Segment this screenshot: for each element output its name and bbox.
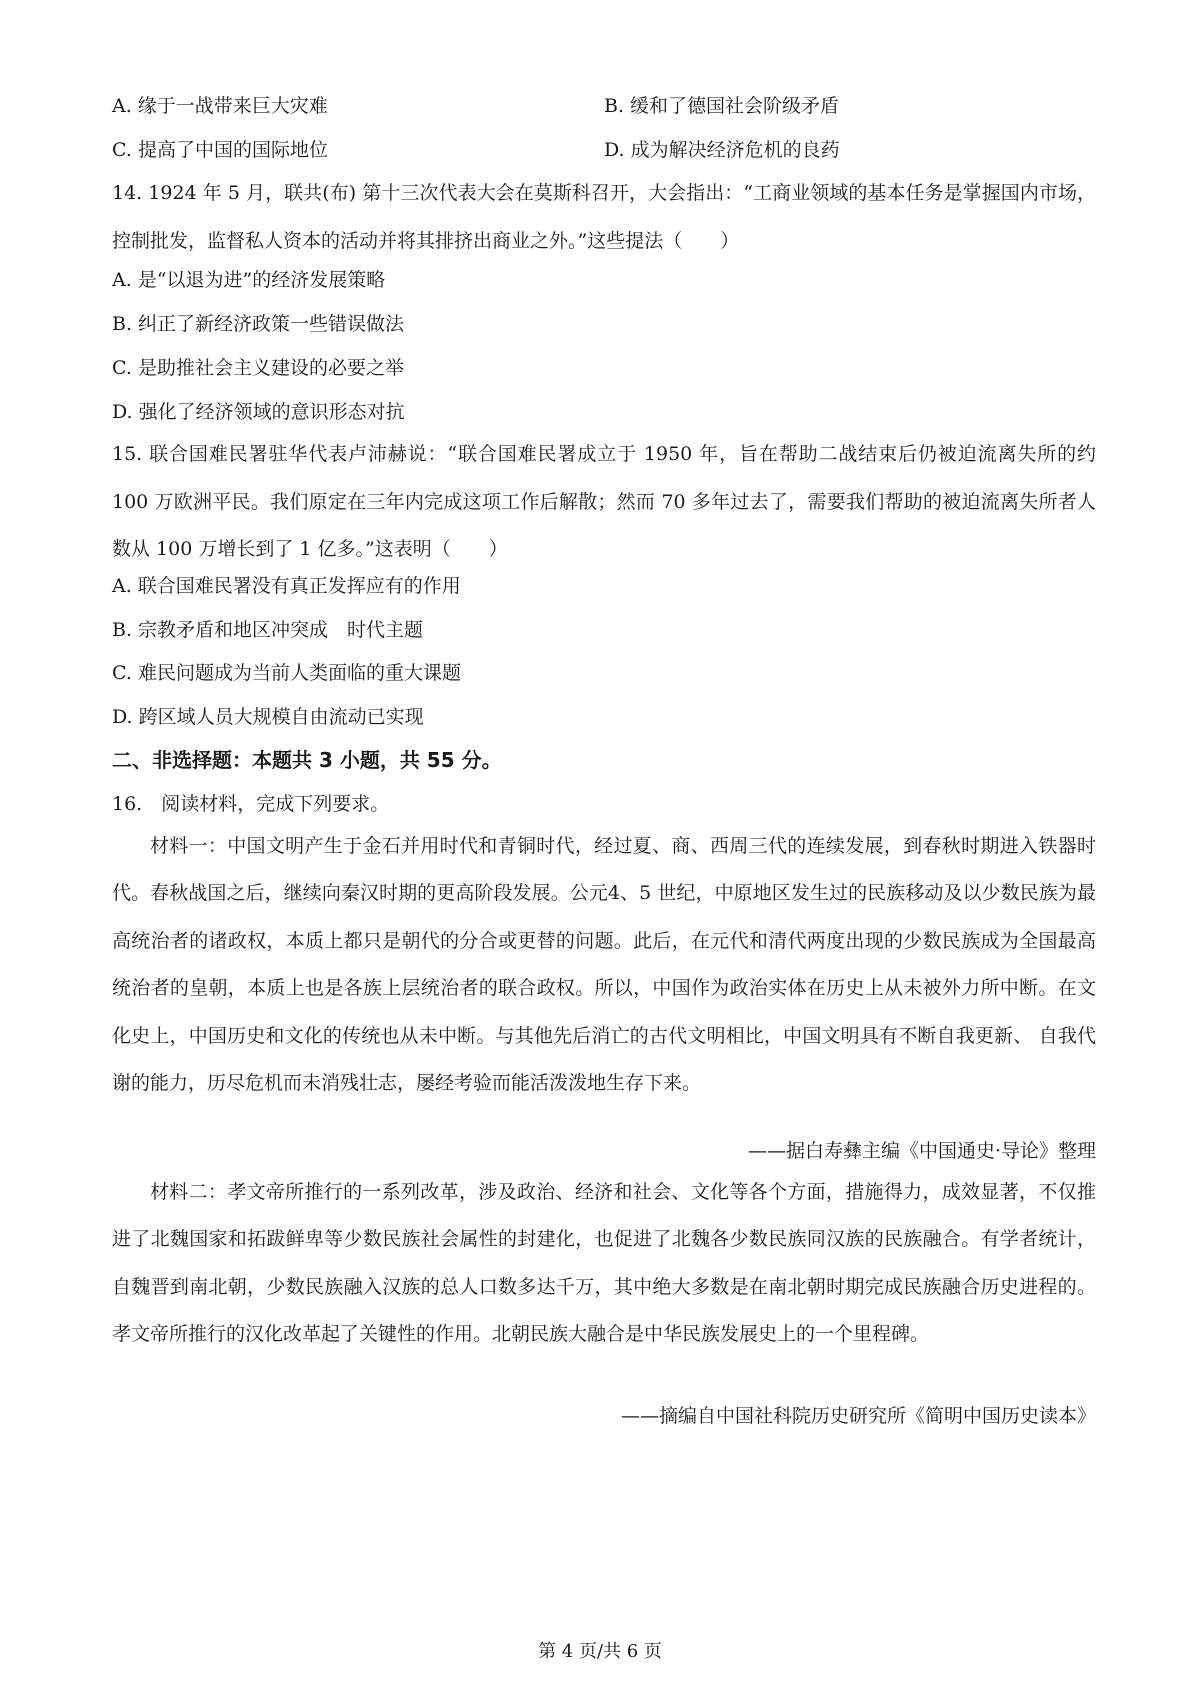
q15-stem: 15. 联合国难民署驻华代表卢沛赫说：“联合国难民署成立于 1950 年，旨在帮助二战结束后仍被迫流离失所的约 100 万欧洲平民。我们原定在三年内完成这项工作后解散；然而 70 多年过去了，需要我们帮助的被迫流离失所者人数从 100 万增长到了 1 亿多。”这表明（ ）: [112, 443, 1096, 560]
q15-option-a: A. 联合国难民署没有真正发挥应有的作用: [112, 575, 461, 597]
q16-stem: 16. 阅读材料，完成下列要求。: [112, 793, 390, 815]
q16-source-2: ——摘编自中国社科院历史研究所《简明中国历史读本》: [620, 1405, 1096, 1427]
q13-option-row-1: [112, 94, 1092, 118]
q14-option-b: B. 纠正了新经济政策一些错误做法: [112, 313, 405, 335]
q13-option-a: A. 缘于一战带来巨大灾难: [112, 95, 328, 117]
q16-source-1: ——据白寿彝主编《中国通史·导论》整理: [747, 1140, 1096, 1162]
q13-option-row-2: [112, 138, 1092, 162]
q13-option-d: D. 成为解决经济危机的良药: [604, 139, 840, 161]
q14-option-c: C. 是助推社会主义建设的必要之举: [112, 357, 404, 379]
q16-material-1: 材料一：中国文明产生于金石并用时代和青铜时代，经过夏、商、西周三代的连续发展，到春秋时期进入铁器时代。春秋战国之后，继续向秦汉时期的更高阶段发展。公元4、5 世纪，中原地区发生过的民族移动及以少数民族为最高统治者的诸政权，本质上都只是朝代的分合或更替的问题。此后，在元代和清代两度出现的少数民族成为全国最高统治者的皇朝，本质上也是各族上层统治者的联合政权。所以，中国作为政治实体在历史上从未被外力所中断。在文化史上，中国历史和文化的传统也从未中断。与其他先后消亡的古代文明相比，中国文明具有不断自我更新、 自我代谢的能力，历尽危机而未消残壮志，屡经考验而能活泼泼地生存下来。: [112, 835, 1096, 1095]
q15-option-d: D. 跨区域人员大规模自由流动已实现: [112, 706, 424, 728]
q15-option-b: B. 宗教矛盾和地区冲突成 时代主题: [112, 619, 424, 641]
q13-option-b: B. 缓和了德国社会阶级矛盾: [604, 95, 840, 117]
page-number: 第 4 页/共 6 页: [538, 1641, 662, 1662]
q14-option-d: D. 强化了经济领域的意识形态对抗: [112, 401, 405, 423]
q14-option-a: A. 是“以退为进”的经济发展策略: [112, 269, 386, 291]
q13-option-c: C. 提高了中国的国际地位: [112, 139, 328, 161]
section-title: 二、非选择题：本题共 3 小题，共 55 分。: [112, 748, 502, 772]
q14-stem: 14. 1924 年 5 月，联共(布) 第十三次代表大会在莫斯科召开，大会指出：“工商业领域的基本任务是掌握国内市场，控制批发，监督私人资本的活动并将其排挤出商业之外。”这些提法（ ）: [112, 182, 1096, 252]
q16-material-2: 材料二：孝文帝所推行的一系列改革，涉及政治、经济和社会、文化等各个方面，措施得力，成效显著，不仅推进了北魏国家和拓跋鲜卑等少数民族社会属性的封建化，也促进了北魏各少数民族同汉族的民族融合。有学者统计， 自魏晋到南北朝，少数民族融入汉族的总人口数多达千万，其中绝大多数是在南北朝时期完成民族融合历史进程的。孝文帝所推行的汉化改革起了关键性的作用。北朝民族大融合是中华民族发展史上的一个里程碑。: [112, 1181, 1096, 1346]
q15-option-c: C. 难民问题成为当前人类面临的重大课题: [112, 662, 461, 684]
